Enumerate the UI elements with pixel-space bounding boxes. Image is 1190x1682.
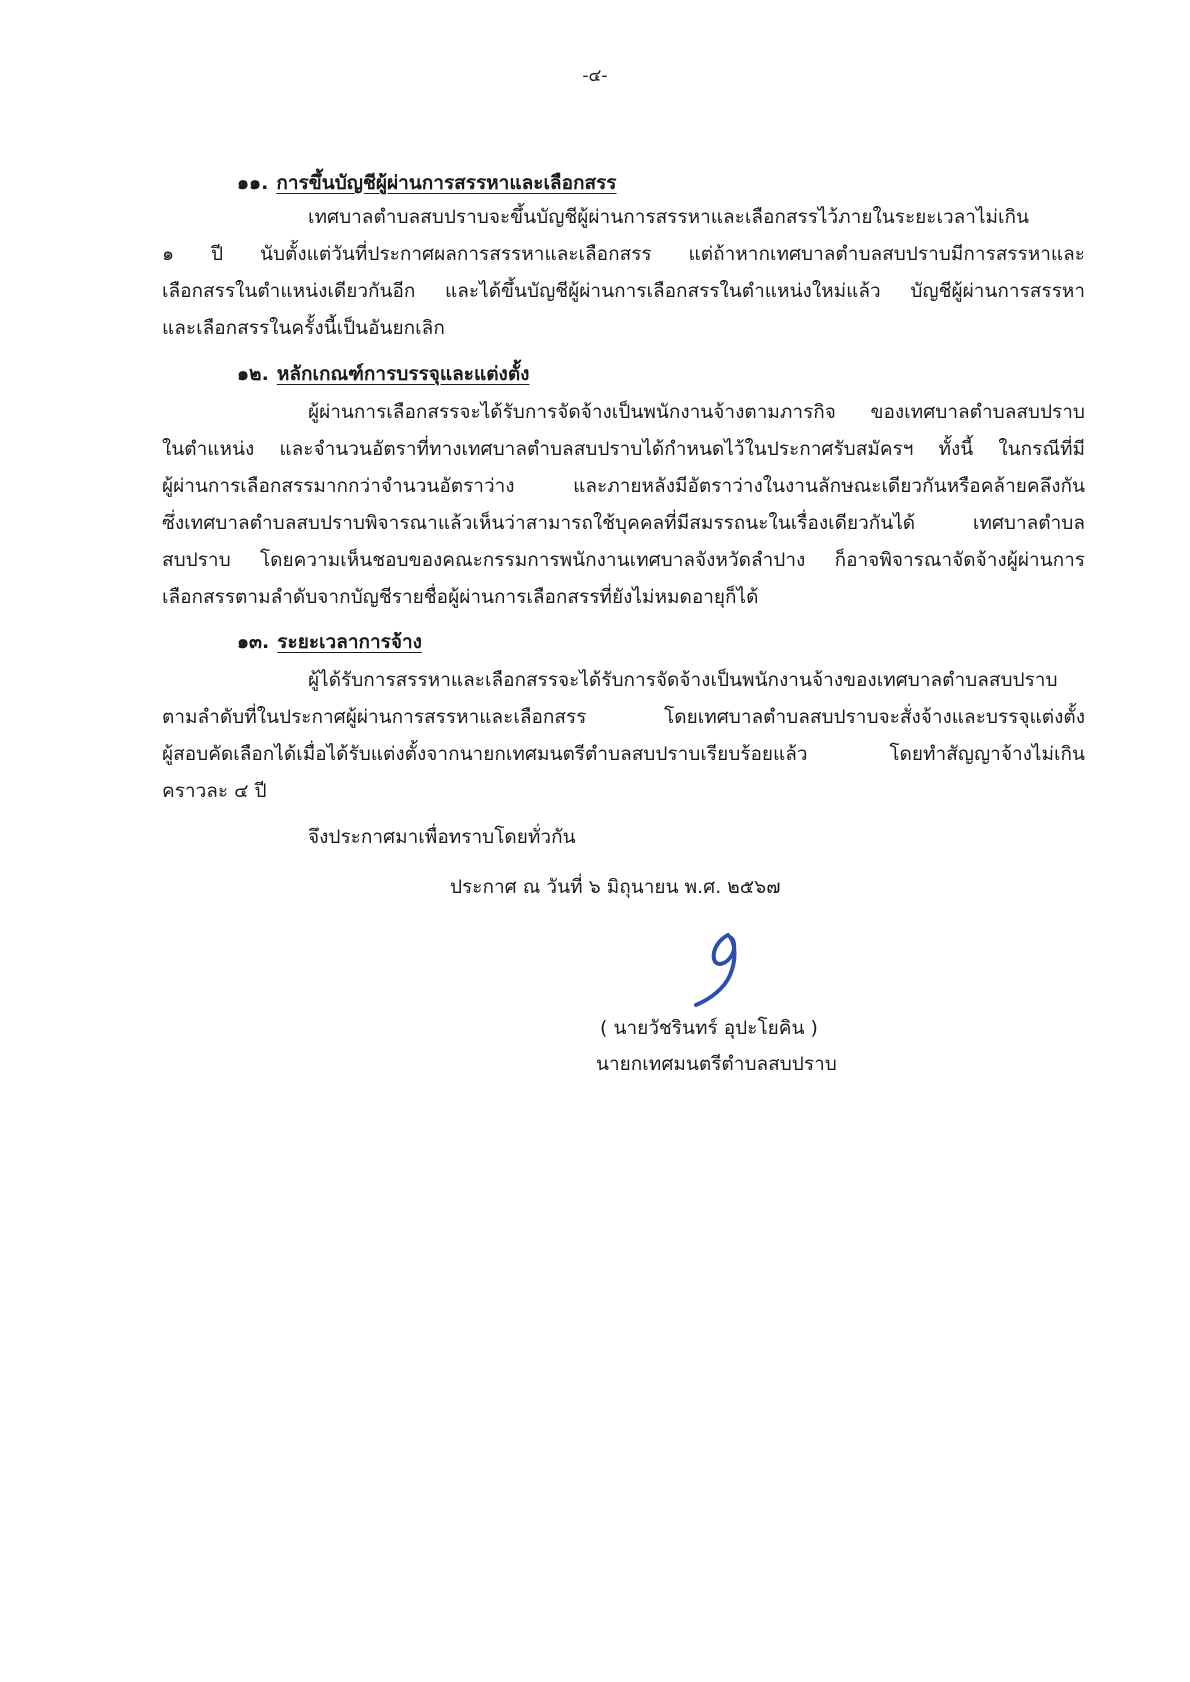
signer-name: ( นายวัชรินทร์ อุปะโยคิน ): [600, 1017, 818, 1039]
section-11-line: และเลือกสรรในครั้งนี้เป็นอันยกเลิก: [162, 317, 445, 339]
section-11-line: เทศบาลตำบลสบปราบจะขึ้นบัญชีผู้ผ่านการสรรหาและเลือกสรรไว้ภายในระยะเวลาไม่เกิน: [308, 206, 1030, 228]
section-12-line: ผู้ผ่านการเลือกสรรจะได้รับการจัดจ้างเป็นพนักงานจ้างตามภารกิจ ของเทศบาลตำบลสบปราบ: [308, 401, 1085, 423]
section-12-heading: [237, 359, 529, 389]
section-11-line: เลือกสรรในตำแหน่งเดียวกันอีก และได้ขึ้นบัญชีผู้ผ่านการเลือกสรรในตำแหน่งใหม่แล้ว บัญชีผู้ผ่านการสรรหา: [162, 280, 1085, 302]
section-12-line: ในตำแหน่ง และจำนวนอัตราที่ทางเทศบาลตำบลสบปราบได้กำหนดไว้ในประกาศรับสมัครฯ ทั้งนี้ ในกรณีที่มี: [162, 438, 1085, 460]
section-12-title: หลักเกณฑ์การบรรจุและแต่งตั้ง: [276, 363, 530, 385]
announcement-date: ประกาศ ณ วันที่ ๖ มิถุนายน พ.ศ. ๒๕๖๗: [450, 876, 781, 898]
signer-title: นายกเทศมนตรีตำบลสบปราบ: [596, 1053, 837, 1075]
closing-statement: จึงประกาศมาเพื่อทราบโดยทั่วกัน: [308, 826, 576, 848]
signature-stroke: [696, 935, 735, 1005]
section-11-heading: [237, 168, 617, 198]
signature-mark: [690, 925, 760, 1015]
section-13-line: ผู้ได้รับการสรรหาและเลือกสรรจะได้รับการจัดจ้างเป็นพนักงานจ้างของเทศบาลตำบลสบปราบ: [308, 669, 1058, 691]
section-13-heading: [237, 627, 422, 657]
section-12-line: สบปราบ โดยความเห็นชอบของคณะกรรมการพนักงานเทศบาลจังหวัดลำปาง ก็อาจพิจารณาจัดจ้างผู้ผ่านการ: [162, 549, 1085, 571]
section-12-number: ๑๒.: [237, 363, 269, 385]
section-12-line: ซึ่งเทศบาลตำบลสบปราบพิจารณาแล้วเห็นว่าสามารถใช้บุคคลที่มีสมรรถนะในเรื่องเดียวกันได้ เทศบาลตำบล: [162, 512, 1085, 534]
section-11-title: การขึ้นบัญชีผู้ผ่านการสรรหาและเลือกสรร: [276, 172, 617, 194]
section-13-line: คราวละ ๔ ปี: [162, 780, 267, 802]
section-11-line: ๑ ปี นับตั้งแต่วันที่ประกาศผลการสรรหาและเลือกสรร แต่ถ้าหากเทศบาลตำบลสบปราบมีการสรรหาและ: [162, 243, 1085, 265]
section-12-line: เลือกสรรตามลำดับจากบัญชีรายชื่อผู้ผ่านการเลือกสรรที่ยังไม่หมดอายุก็ได้: [162, 586, 759, 608]
page-number: -๔-: [582, 66, 608, 86]
section-13-line: ผู้สอบคัดเลือกได้เมื่อได้รับแต่งตั้งจากนายกเทศมนตรีตำบลสบปราบเรียบร้อยแล้ว โดยทำสัญญาจ้างไม่เกิน: [162, 743, 1085, 765]
section-13-title: ระยะเวลาการจ้าง: [277, 631, 422, 653]
section-12-line: ผู้ผ่านการเลือกสรรมากกว่าจำนวนอัตราว่าง และภายหลังมีอัตราว่างในงานลักษณะเดียวกันหรือคล้ายคลึงกัน: [162, 475, 1085, 497]
section-13-line: ตามลำดับที่ในประกาศผู้ผ่านการสรรหาและเลือกสรร โดยเทศบาลตำบลสบปราบจะสั่งจ้างและบรรจุแต่งตั้ง: [162, 706, 1085, 728]
section-13-number: ๑๓.: [237, 631, 270, 653]
section-11-number: ๑๑.: [237, 172, 269, 194]
